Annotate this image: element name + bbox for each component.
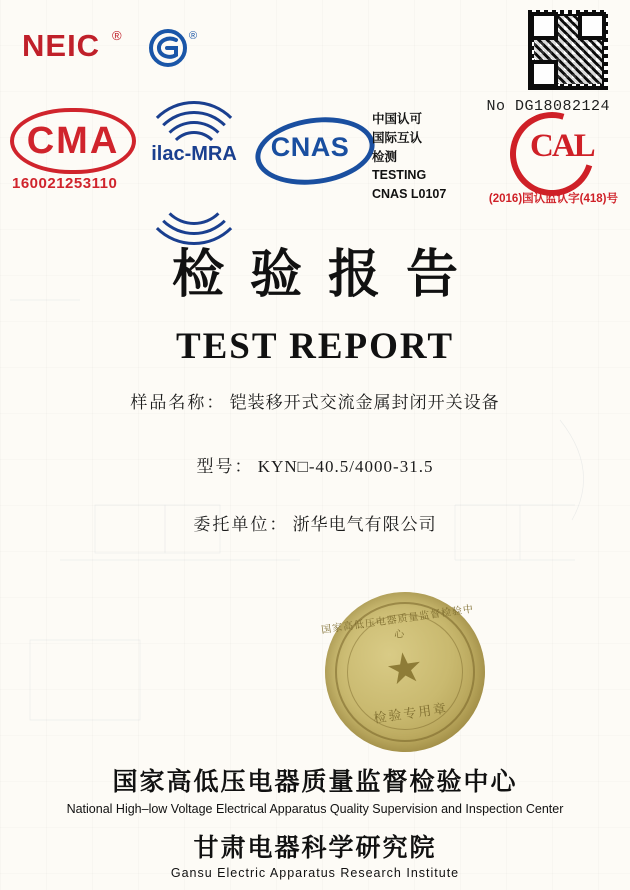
seal-top-text: 国家高低压电器质量监督检验中心 (320, 603, 475, 642)
ilac-mra-label: ilac-MRA (151, 143, 237, 165)
page-title-cn: 检验报告 (171, 247, 484, 304)
cma-number: 160021253110 (12, 175, 118, 192)
cma-mark: CMA (10, 108, 136, 174)
cal-number: (2016)国认监认字(418)号 (488, 193, 618, 205)
issuer-name-cn: 国家高低压电器质量监督检验中心 (112, 769, 518, 796)
field-client-label: 委托单位： (193, 515, 289, 534)
field-model (0, 452, 630, 477)
issuer-name-en: National High–low Voltage Electrical Apparatus Quality Supervision and Inspection Center (66, 802, 564, 816)
cnas-side-line5: CNAS L0107 (372, 187, 447, 201)
institute-name-cn: 甘肃电器科学研究院 (193, 835, 437, 862)
cal-mark (510, 112, 602, 184)
cnas-mark (255, 112, 365, 182)
field-model-label: 型号： (196, 457, 254, 476)
cnas-side-line2: 国际互认 (372, 130, 423, 145)
report-number-value: DG18082124 (514, 98, 610, 115)
cal-label: CAL (530, 128, 594, 164)
institute-name-en: Gansu Electric Apparatus Research Institute (170, 866, 460, 880)
field-sample-name-label: 样品名称： (130, 393, 226, 412)
gw-registered-icon: ® (189, 30, 198, 42)
cnas-label: CNAS (270, 132, 350, 162)
cnas-accreditation-text (372, 110, 478, 204)
seal-star-icon: ★ (382, 642, 427, 695)
report-number-label: No (486, 98, 506, 115)
neic-logo: NEIC (22, 28, 101, 63)
field-sample-name (0, 388, 630, 413)
field-sample-name-value: 铠装移开式交流金属封闭开关设备 (229, 393, 500, 412)
field-client (0, 510, 630, 535)
neic-registered-icon: ® (112, 28, 122, 43)
gw-circle-logo (148, 28, 188, 68)
field-client-value: 浙华电气有限公司 (292, 515, 437, 534)
page-title-en: TEST REPORT (175, 326, 455, 367)
field-model-value: KYN□-40.5/4000-31.5 (257, 457, 434, 476)
qr-code (528, 10, 608, 90)
official-seal (315, 582, 496, 763)
seal-bottom-text: 检验专用章 (372, 700, 449, 726)
ilac-mra-mark (140, 105, 248, 197)
cnas-side-line1: 中国认可 (372, 112, 423, 126)
cnas-side-line4: TESTING (372, 168, 427, 183)
cnas-side-line3: 检测 (372, 149, 398, 164)
